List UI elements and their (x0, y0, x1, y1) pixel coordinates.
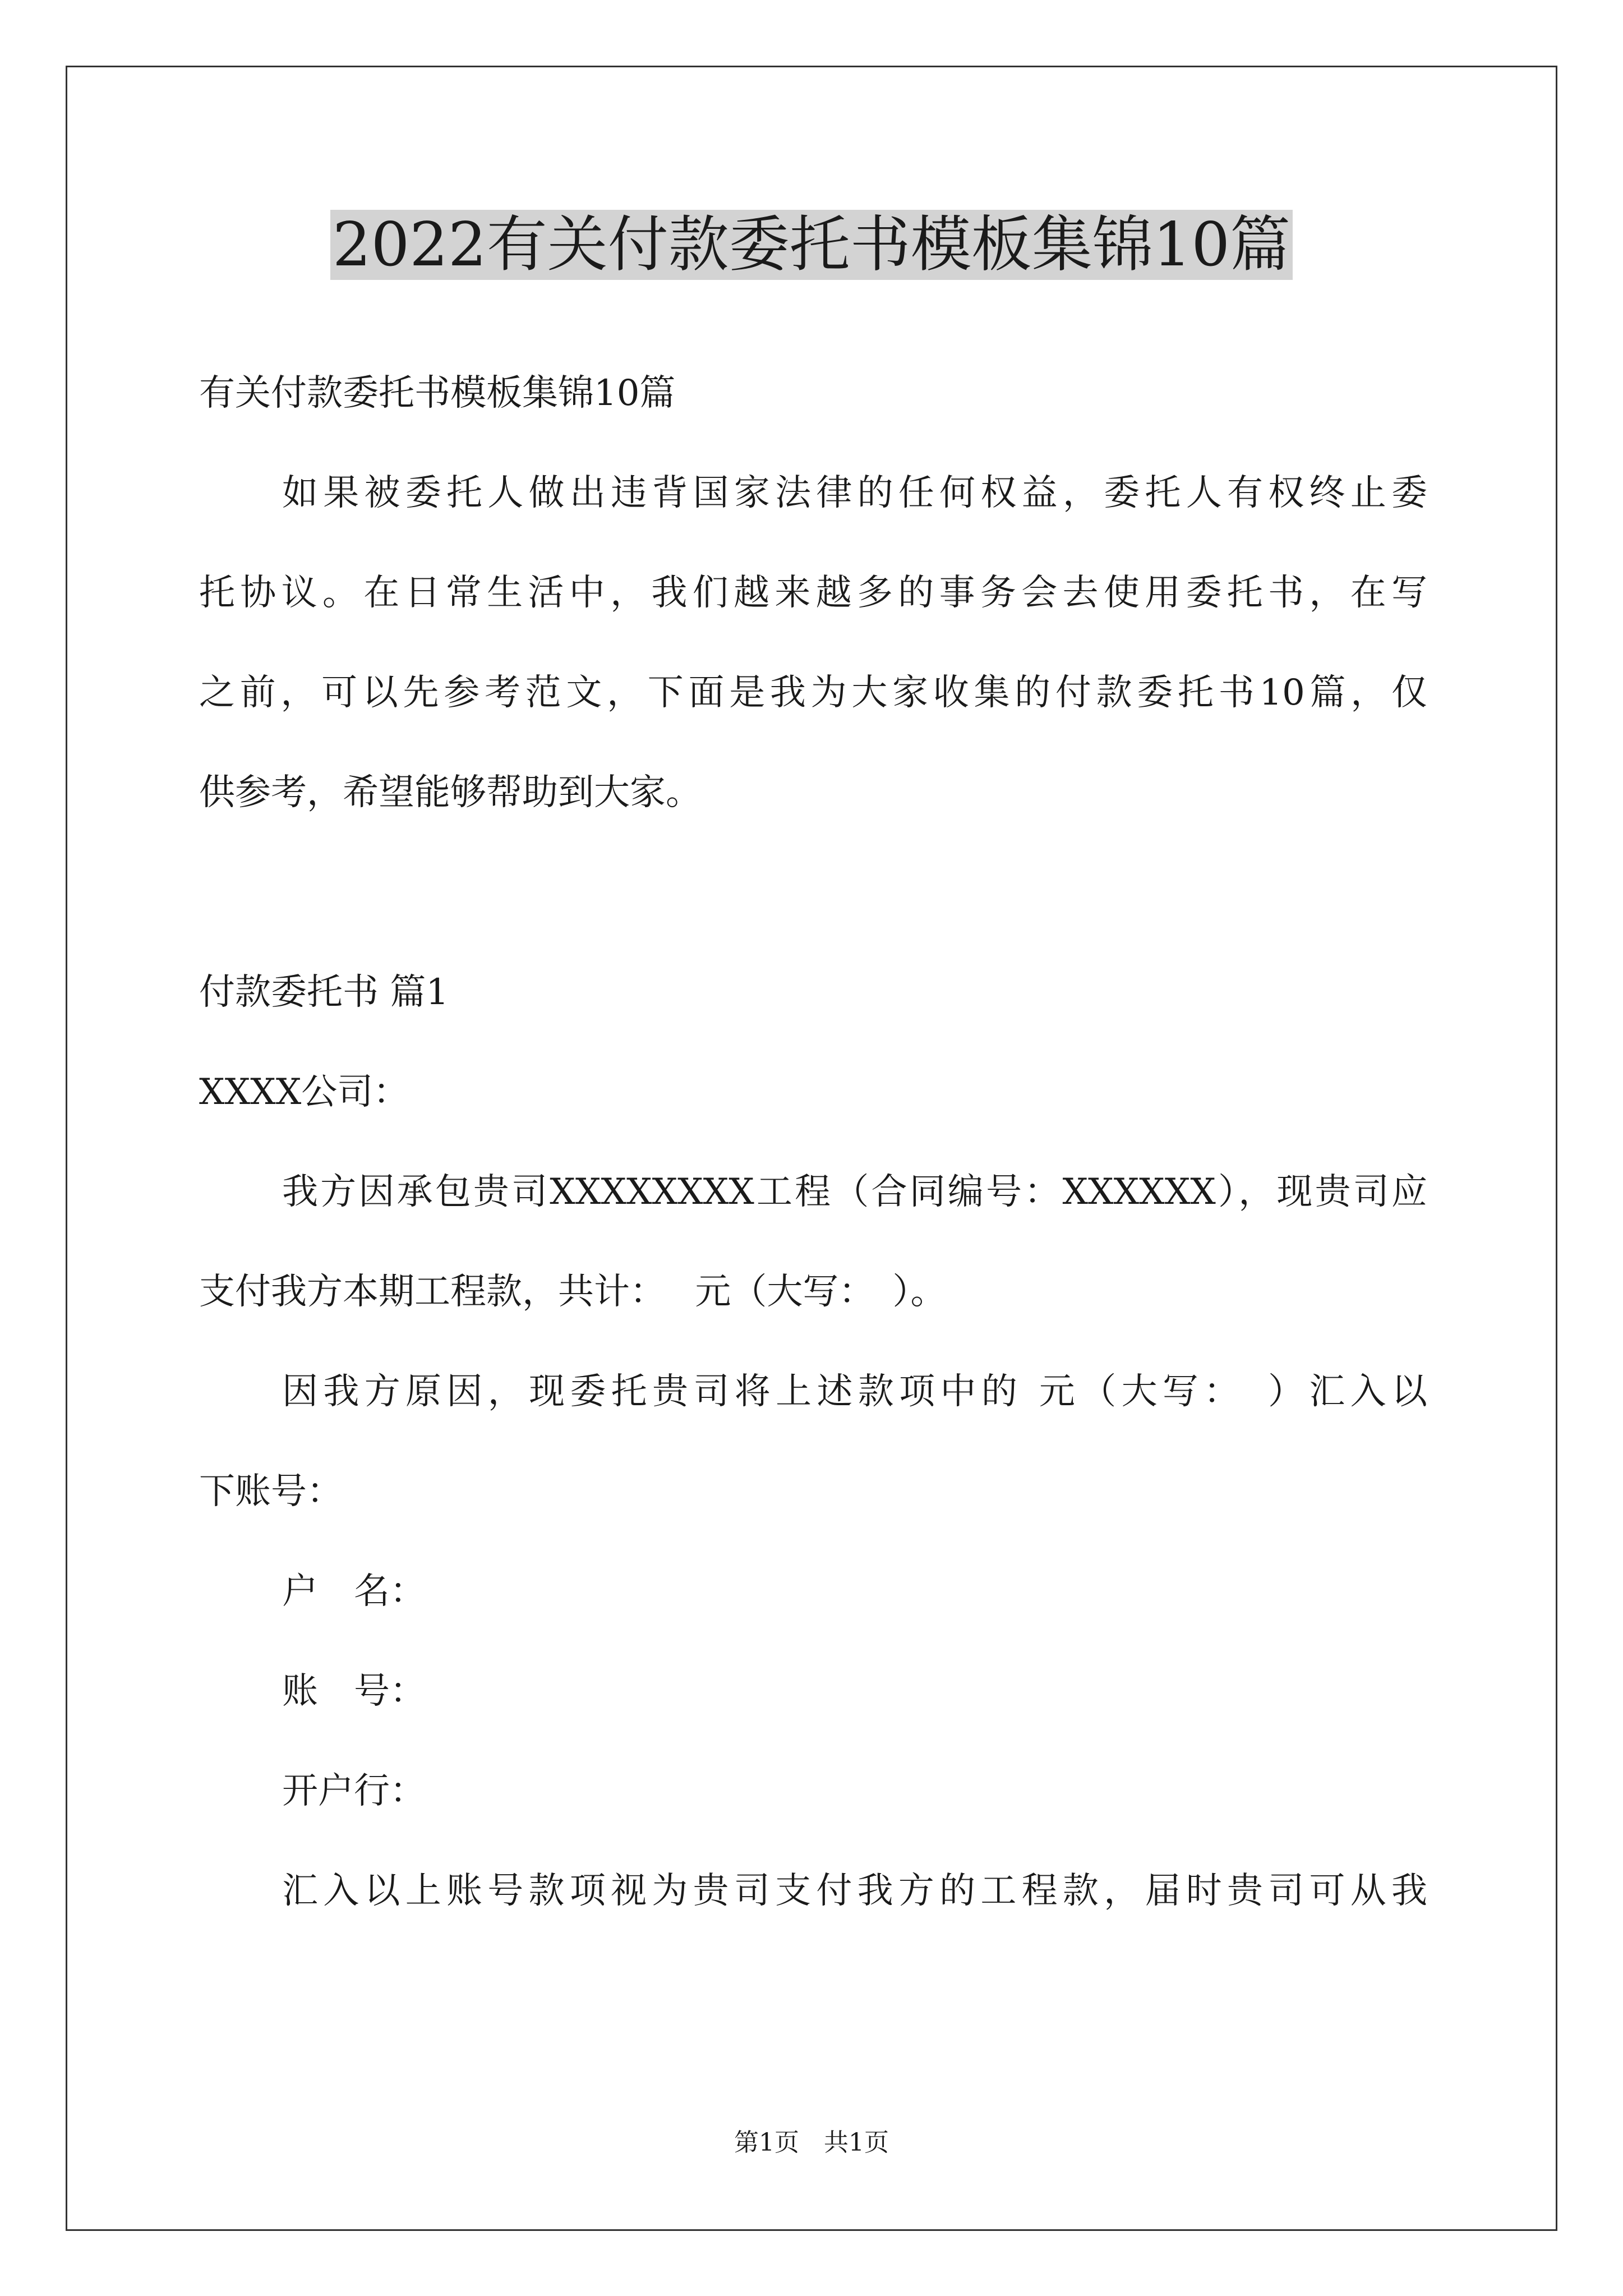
subtitle: 有关付款委托书模板集锦10篇 (199, 372, 676, 414)
para1-line-1: 我方因承包贵司XXXXXXXX工程（合同编号：XXXXXX），现贵司应 (282, 1171, 1427, 1213)
blank-line (199, 843, 1427, 942)
page-footer: 第1页 共1页 (734, 2128, 889, 2157)
document-body (199, 343, 1427, 1941)
section-heading: 付款委托书 篇1 (199, 972, 449, 1013)
recipient: XXXX公司： (199, 1071, 409, 1113)
para3-line-1: 汇入以上账号款项视为贵司支付我方的工程款，届时贵司可从我 (282, 1870, 1427, 1912)
para2-line-2: 下账号： (199, 1471, 343, 1512)
account-number-field: 账 号： (282, 1671, 426, 1712)
para2-line-1: 因我方原因，现委托贵司将上述款项中的 元（大写： ）汇入以 (282, 1371, 1427, 1412)
intro-line-3: 之前，可以先参考范文，下面是我为大家收集的付款委托书10篇，仅 (199, 672, 1427, 714)
document-title (0, 203, 1623, 287)
account-name-field: 户 名： (282, 1571, 426, 1612)
intro-line-2: 托协议。在日常生活中，我们越来越多的事务会去使用委托书，在写 (199, 572, 1427, 614)
document-title-text: 2022有关付款委托书模板集锦10篇 (330, 210, 1293, 280)
intro-line-4: 供参考，希望能够帮助到大家。 (199, 772, 702, 813)
para1-line-2: 支付我方本期工程款，共计： 元（大写： ）。 (199, 1271, 947, 1313)
intro-line-1: 如果被委托人做出违背国家法律的任何权益，委托人有权终止委 (282, 472, 1427, 514)
bank-field: 开户行： (282, 1770, 426, 1812)
